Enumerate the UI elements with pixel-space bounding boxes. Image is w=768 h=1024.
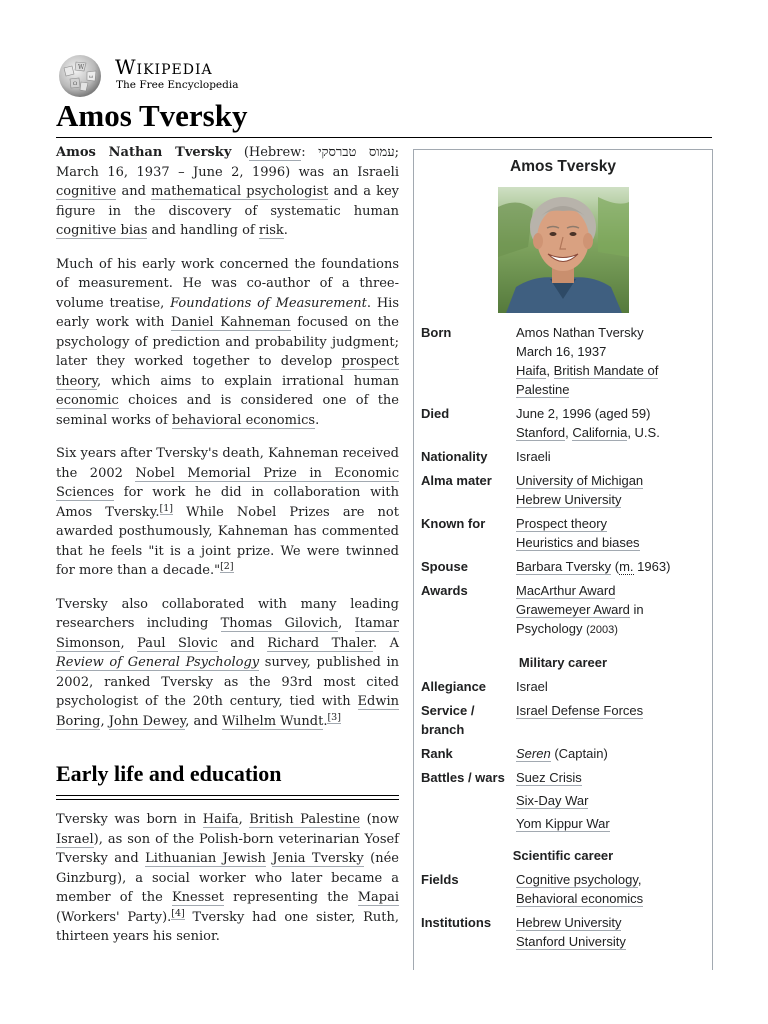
link-review-of-general-psychology[interactable]: Review of General Psychology: [56, 655, 260, 670]
reference-link-2[interactable]: [2]: [220, 561, 234, 572]
text-run: ), as son of the Polish-born veterinarian Yosef Tversky and: [56, 831, 399, 866]
infobox-section-scientific: [414, 836, 712, 868]
text-run: in Psychology: [516, 602, 644, 636]
text-run: and: [116, 184, 152, 199]
text-run: and handling of: [147, 223, 259, 238]
link-mapai[interactable]: Mapai: [357, 890, 400, 905]
text-run: .: [315, 412, 320, 428]
married-abbr[interactable]: m.: [619, 559, 634, 574]
link-richard-thaler[interactable]: Richard Thaler: [267, 635, 374, 651]
reference-link-3[interactable]: [3]: [327, 711, 341, 723]
text-run: ,: [100, 713, 109, 729]
link-macarthur-award[interactable]: MacArthur Award: [516, 583, 616, 598]
link-economic[interactable]: economic: [56, 393, 119, 408]
separator: ,: [565, 425, 573, 440]
award-year: (2003): [586, 624, 618, 636]
institutions-value: [516, 911, 712, 954]
text-run: Tversky had one sister, Ruth, thirteen years his senior.: [56, 909, 399, 944]
infobox-row-nationality: [414, 445, 712, 469]
link-paul-slovic[interactable]: Paul Slovic: [137, 635, 218, 651]
wikipedia-globe-logo[interactable]: [56, 54, 104, 98]
rank-value: [516, 742, 712, 766]
text-run: . A: [373, 635, 400, 651]
text-run: . His early work with: [56, 295, 400, 330]
text-run: ,: [238, 812, 250, 827]
allegiance-label: Allegiance: [421, 679, 487, 694]
known-for-value: [516, 512, 712, 555]
service-value: [516, 699, 712, 742]
svg-text:ω: ω: [89, 74, 94, 80]
link-prospect-theory-infobox[interactable]: Prospect theory: [516, 516, 608, 531]
text-run: .: [323, 713, 328, 729]
wordmark-text: Wikipedia: [115, 55, 213, 79]
infobox-row-institutions: [414, 911, 712, 954]
text-run: ,: [338, 616, 355, 631]
link-edwin-boring[interactable]: Edwin Boring: [56, 694, 399, 729]
link-hebrew[interactable]: Hebrew: [248, 145, 302, 160]
link-british-mandate[interactable]: British Mandate of Palestine: [516, 363, 659, 397]
died-place: [516, 423, 706, 442]
nobel-paragraph: [56, 444, 399, 581]
infobox-section-military: [414, 643, 712, 675]
link-grawemeyer-award[interactable]: Grawemeyer Award: [516, 602, 630, 617]
reference-2: [220, 561, 233, 573]
link-itamar-simonson[interactable]: Itamar Simonson: [56, 616, 400, 651]
wikipedia-wordmark[interactable]: [115, 56, 213, 78]
nationality-label: Nationality: [421, 449, 488, 464]
died-value: [516, 402, 712, 445]
text-run: 1963): [633, 559, 671, 574]
died-date: June 2, 1996 (aged 59): [516, 406, 651, 421]
link-israel[interactable]: Israel: [56, 831, 94, 847]
reference-1: [160, 503, 173, 515]
alma-mater-label: Alma mater: [421, 473, 492, 488]
text-run: representing the: [224, 890, 358, 905]
infobox: [413, 149, 713, 970]
link-lithuanian-jewish[interactable]: Lithuanian Jewish: [145, 851, 266, 866]
link-nobel-memorial-prize[interactable]: Nobel Memorial Prize in Economic Sciences: [56, 465, 399, 500]
article-body: [56, 143, 399, 961]
infobox-row-fields: [414, 868, 712, 911]
text-run: and: [217, 635, 268, 651]
separator: ,: [546, 363, 554, 378]
link-daniel-kahneman[interactable]: Daniel Kahneman: [171, 315, 291, 330]
born-name: Amos Nathan Tversky: [516, 325, 644, 340]
early-life-paragraph: [56, 810, 399, 947]
link-california[interactable]: California: [572, 425, 628, 440]
link-stanford-university[interactable]: Stanford University: [516, 934, 626, 949]
awards-value: [516, 579, 712, 643]
reference-link-1[interactable]: [1]: [159, 502, 173, 514]
text-run: choices and is considered one of the seminal works of: [56, 393, 399, 428]
text-run: : עמוס טברסקי; March 16, 1937 – June 2, 1996) was an Israeli: [56, 145, 399, 180]
born-label: Born: [421, 325, 452, 340]
text-run: (now: [360, 812, 399, 827]
separator: ,: [637, 872, 642, 887]
text-run: While Nobel Prizes are not awarded posthumously, Kahneman has commented that he feels "it is a joint prize. We were twinned for more than a decade.": [56, 504, 399, 578]
text-run: ,: [120, 635, 138, 651]
link-risk[interactable]: risk: [258, 223, 284, 238]
link-cognitive[interactable]: cognitive: [56, 184, 117, 199]
link-behavioral-economics-infobox[interactable]: Behavioral economics: [516, 891, 644, 906]
link-seren[interactable]: Seren: [516, 746, 551, 761]
institutions-label: Institutions: [421, 915, 492, 930]
born-place: [516, 361, 706, 399]
link-suez-crisis[interactable]: Suez Crisis: [516, 770, 582, 785]
link-university-of-michigan[interactable]: University of Michigan: [516, 473, 644, 488]
infobox-row-known-for: [414, 512, 712, 555]
infobox-title: Amos Tversky: [510, 158, 616, 175]
link-heuristics-and-biases[interactable]: Heuristics and biases: [516, 535, 640, 550]
infobox-row-service: [414, 699, 712, 742]
text-run: (née Ginzburg), a social worker who later became a member of the: [56, 851, 399, 905]
collaborators-paragraph: [56, 595, 399, 732]
infobox-row-rank: [414, 742, 712, 766]
text-run: , which aims to explain irrational human: [96, 373, 399, 389]
link-thomas-gilovich[interactable]: Thomas Gilovich: [220, 616, 339, 631]
link-stanford[interactable]: Stanford: [516, 425, 566, 440]
title-divider: [56, 137, 712, 138]
infobox-row-died: [414, 402, 712, 445]
page-title: Amos Tversky: [56, 98, 248, 133]
link-british-palestine[interactable]: British Palestine: [249, 812, 361, 827]
infobox-row-awards: [414, 579, 712, 643]
infobox-table: [414, 321, 712, 954]
link-prospect-theory[interactable]: prospect theory: [56, 354, 399, 389]
early-work-paragraph: [56, 255, 399, 431]
spouse-label: Spouse: [421, 559, 468, 574]
link-john-dewey[interactable]: John Dewey: [108, 713, 186, 729]
link-behavioral-economics[interactable]: behavioral economics: [171, 412, 316, 428]
country-text: , U.S.: [627, 425, 660, 440]
text-run: (: [231, 145, 249, 160]
battles-label: Battles / wars: [421, 770, 505, 785]
rank-label: Rank: [421, 746, 453, 761]
link-mathematical-psychologist[interactable]: mathematical psychologist: [151, 184, 329, 199]
infobox-row-battles: [414, 766, 712, 836]
known-for-label: Known for: [421, 516, 486, 531]
spouse-value: [516, 555, 712, 579]
link-haifa-infobox[interactable]: Haifa: [516, 363, 547, 378]
text-run: Tversky also collaborated with many leading researchers including: [56, 596, 399, 631]
text-run: (Captain): [550, 746, 608, 761]
died-label: Died: [421, 406, 450, 421]
reference-link-4[interactable]: [4]: [171, 907, 185, 919]
section-divider: [56, 795, 399, 800]
link-yom-kippur-war[interactable]: Yom Kippur War: [516, 816, 610, 831]
text-run: Much of his early work concerned the foundations of measurement. He was co-author of a three-volume treatise,: [56, 256, 399, 311]
text-run: focused on the psychology of prediction and probability judgment; later they worked together to develop: [56, 315, 399, 369]
intro-paragraph: [56, 143, 399, 241]
battles-value: [516, 766, 712, 836]
link-cognitive-bias[interactable]: cognitive bias: [56, 223, 148, 238]
fields-value: [516, 868, 712, 911]
link-cognitive-psychology[interactable]: Cognitive psychology: [516, 872, 638, 887]
link-barbara-tversky[interactable]: Barbara Tversky: [516, 559, 612, 574]
text-run: , and: [185, 713, 223, 729]
svg-text:W: W: [78, 64, 85, 71]
site-tagline: The Free Encyclopedia: [116, 79, 239, 91]
text-run: Tversky was born in: [56, 812, 203, 827]
alma-mater-value: [516, 469, 712, 512]
military-career-heading: Military career: [518, 655, 608, 670]
infobox-row-spouse: [414, 555, 712, 579]
book-title: Foundations of Measurement: [170, 295, 367, 311]
reference-4: [171, 908, 184, 920]
born-date: March 16, 1937: [516, 344, 607, 359]
text-run: and a key figure in the discovery of systematic human: [56, 184, 399, 219]
link-haifa[interactable]: Haifa: [202, 812, 239, 827]
link-hebrew-university[interactable]: Hebrew University: [516, 492, 622, 507]
awards-label: Awards: [421, 583, 468, 598]
text-run: (: [611, 559, 620, 574]
text-run: survey, published in 2002, ranked Tversky as the 93rd most cited psychologist of the 20th century, tied with: [56, 655, 399, 709]
infobox-row-allegiance: [414, 675, 712, 699]
text-run: Six years after Tversky's death, Kahneman received the 2002: [56, 446, 399, 481]
infobox-row-alma-mater: [414, 469, 712, 512]
link-hebrew-university-institution[interactable]: Hebrew University: [516, 915, 622, 930]
link-wilhelm-wundt[interactable]: Wilhelm Wundt: [222, 713, 324, 729]
section-heading-early-life: Early life and education: [56, 761, 282, 786]
allegiance-value: Israel: [516, 679, 548, 694]
text-run: (Workers' Party).: [56, 909, 172, 925]
svg-text:Ω: Ω: [73, 81, 78, 87]
link-jenia-tversky[interactable]: Jenia Tversky: [272, 851, 364, 866]
fields-label: Fields: [421, 872, 459, 887]
portrait-photo[interactable]: [498, 187, 629, 313]
link-six-day-war[interactable]: Six-Day War: [516, 793, 589, 808]
scientific-career-heading: Scientific career: [512, 848, 614, 863]
subject-name: Amos Nathan Tversky: [56, 145, 232, 160]
link-knesset[interactable]: Knesset: [171, 890, 225, 905]
service-label: Service / branch: [421, 703, 475, 737]
nationality-value: Israeli: [516, 449, 551, 464]
text-run: .: [283, 223, 288, 238]
infobox-row-born: [414, 321, 712, 402]
reference-3: [327, 712, 340, 724]
born-value: [516, 321, 712, 402]
link-israel-defense-forces[interactable]: Israel Defense Forces: [516, 703, 644, 718]
text-run: for work he did in collaboration with Amos Tversky.: [56, 485, 399, 520]
